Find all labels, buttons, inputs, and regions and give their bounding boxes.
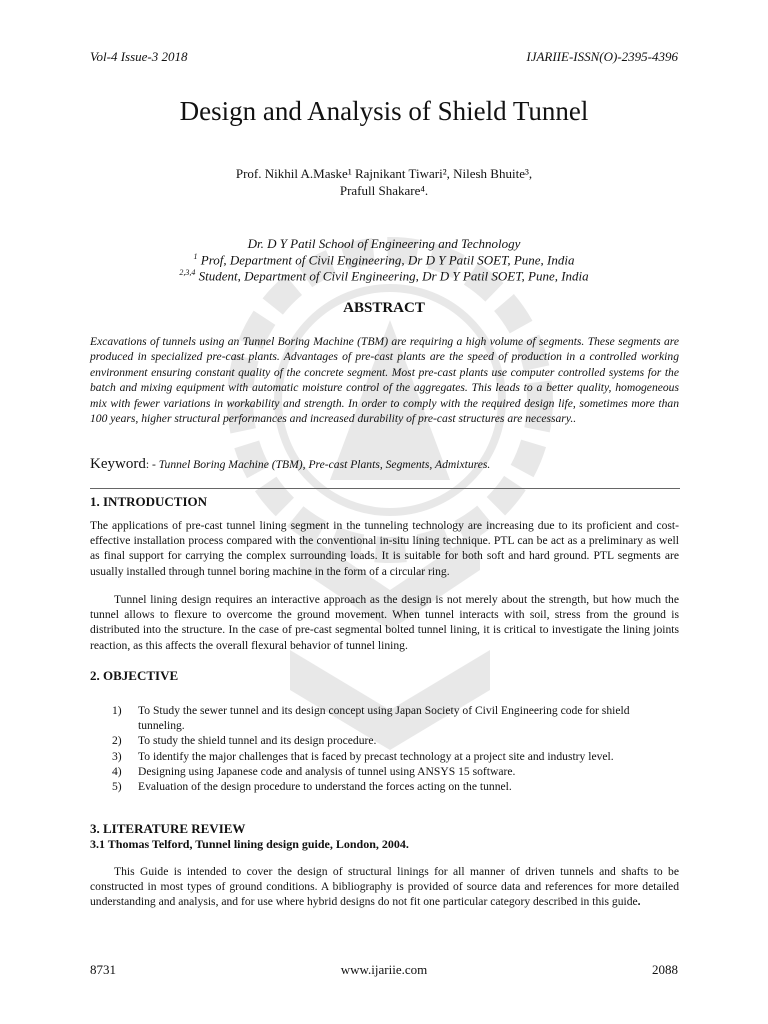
list-item (90, 749, 679, 764)
affiliation-1-text: Prof, Department of Civil Engineering, Dr D Y Patil SOET, Pune, India (197, 252, 575, 268)
introduction-paragraph-2 (90, 592, 679, 653)
header-volume-issue: Vol-4 Issue-3 2018 (90, 49, 188, 64)
objective-list (90, 703, 679, 794)
literature-paragraph (90, 864, 679, 910)
list-item-number: 3) (112, 749, 122, 763)
header-issn: IJARIIE-ISSN(O)-2395-4396 (526, 49, 678, 64)
authors-line-1: Prof. Nikhil A.Maske¹ Rajnikant Tiwari², Nilesh Bhuite³, (235, 166, 533, 181)
footer-website: www.ijariie.com (340, 962, 428, 977)
list-item-number: 5) (112, 780, 122, 794)
introduction-paragraph-1: The applications of pre-cast tunnel lining segment in the tunneling technology are increasing due to its proficient and cost-effective installation process compared with the conventional in-situ lining technique. PTL can be act as a preliminary as well as final support for carrying the complex surrounding loads. It is suitable for both soft and hard ground. PTL segments are usually installed through tunnel boring machine in the form of a circular ring. (90, 519, 679, 578)
paper-title: Design and Analysis of Shield Tunnel (179, 96, 589, 126)
affiliation-2-superscript: 2,3,4 (179, 268, 196, 277)
abstract-heading: ABSTRACT (343, 300, 425, 316)
literature-subheading: 3.1 Thomas Telford, Tunnel lining design guide, London, 2004. (90, 837, 409, 851)
list-item-text: Designing using Japanese code and analysis of tunnel using ANSYS 15 software. (138, 764, 516, 778)
affiliation-school: Dr. D Y Patil School of Engineering and Technology (247, 236, 521, 251)
section-divider (90, 488, 680, 489)
literature-paragraph-end: . (637, 895, 641, 909)
list-item-text: To study the shield tunnel and its design procedure. (138, 734, 377, 748)
affiliation-1-superscript: 1 (193, 252, 198, 261)
list-item-number: 4) (112, 764, 122, 778)
list-item-number: 1) (112, 704, 122, 717)
keywords (90, 456, 490, 473)
literature-review-heading: 3. LITERATURE REVIEW (90, 821, 246, 836)
list-item-text: Evaluation of the design procedure to understand the forces acting on the tunnel. (138, 780, 512, 794)
list-item (90, 764, 679, 779)
keyword-separator: : - (145, 458, 159, 471)
affiliation-line-1 (0, 252, 768, 268)
keyword-text: Tunnel Boring Machine (TBM), Pre-cast Plants, Segments, Admixtures. (158, 458, 491, 471)
list-item (90, 733, 679, 748)
affiliation-line-2 (0, 268, 768, 284)
list-item-text: To Study the sewer tunnel and its design concept using Japan Society of Civil Engineering code for shield tunneling. (138, 704, 630, 733)
affiliation-2-text: Student, Department of Civil Engineering, Dr D Y Patil SOET, Pune, India (195, 268, 589, 284)
list-item (90, 779, 679, 794)
literature-paragraph-text: This Guide is intended to cover the design of structural linings for all manner of driven tunnels and shafts to be constructed in most types of ground conditions. A bibliography is provided of source data and references for more detailed understanding and analysis, and for use where hybrid designs do not fit one particular category described in this guide (90, 865, 679, 909)
objective-heading: 2. OBJECTIVE (90, 668, 179, 683)
introduction-heading: 1. INTRODUCTION (90, 494, 208, 509)
keyword-label: Keyword (90, 456, 146, 472)
list-item (90, 703, 679, 733)
introduction-paragraph-2-text: Tunnel lining design requires an interactive approach as the design is not merely about the strength, but how much the tunnel allows to flexure to overcome the ground movement. When tunnel interacts with soil, stress from the ground is distributed into the structure. In the case of pre-cast segmental bolted tunnel lining, it is critical to investigate the lining joints reaction, as this affects the overall flexural behavior of tunnel lining. (90, 593, 679, 652)
footer-page-id: 8731 (90, 962, 116, 977)
authors-line-2: Prafull Shakare⁴. (339, 183, 429, 198)
list-item-number: 2) (112, 734, 122, 748)
list-item-text: To identify the major challenges that is faced by precast technology at a project site and industry level. (138, 749, 614, 763)
abstract-text: Excavations of tunnels using an Tunnel Boring Machine (TBM) are requiring a high volume of segments. These segments are produced in specialized pre-cast plants. Advantages of pre-cast plants are the speed of production in a controlled working environment ensuring constant quality of the concrete segment. Most pre-cast plants use computer controlled systems for the batch and mixing equipment with automatic moisture control of the aggregates. This leads to a better quality, homogeneous mix with fewer variations in workability and strength. In order to comply with the required design life, sometimes more than 100 years, higher structural performances and increased durability of pre-cast structures are necessary.. (90, 335, 679, 426)
footer-page-number: 2088 (652, 962, 678, 977)
